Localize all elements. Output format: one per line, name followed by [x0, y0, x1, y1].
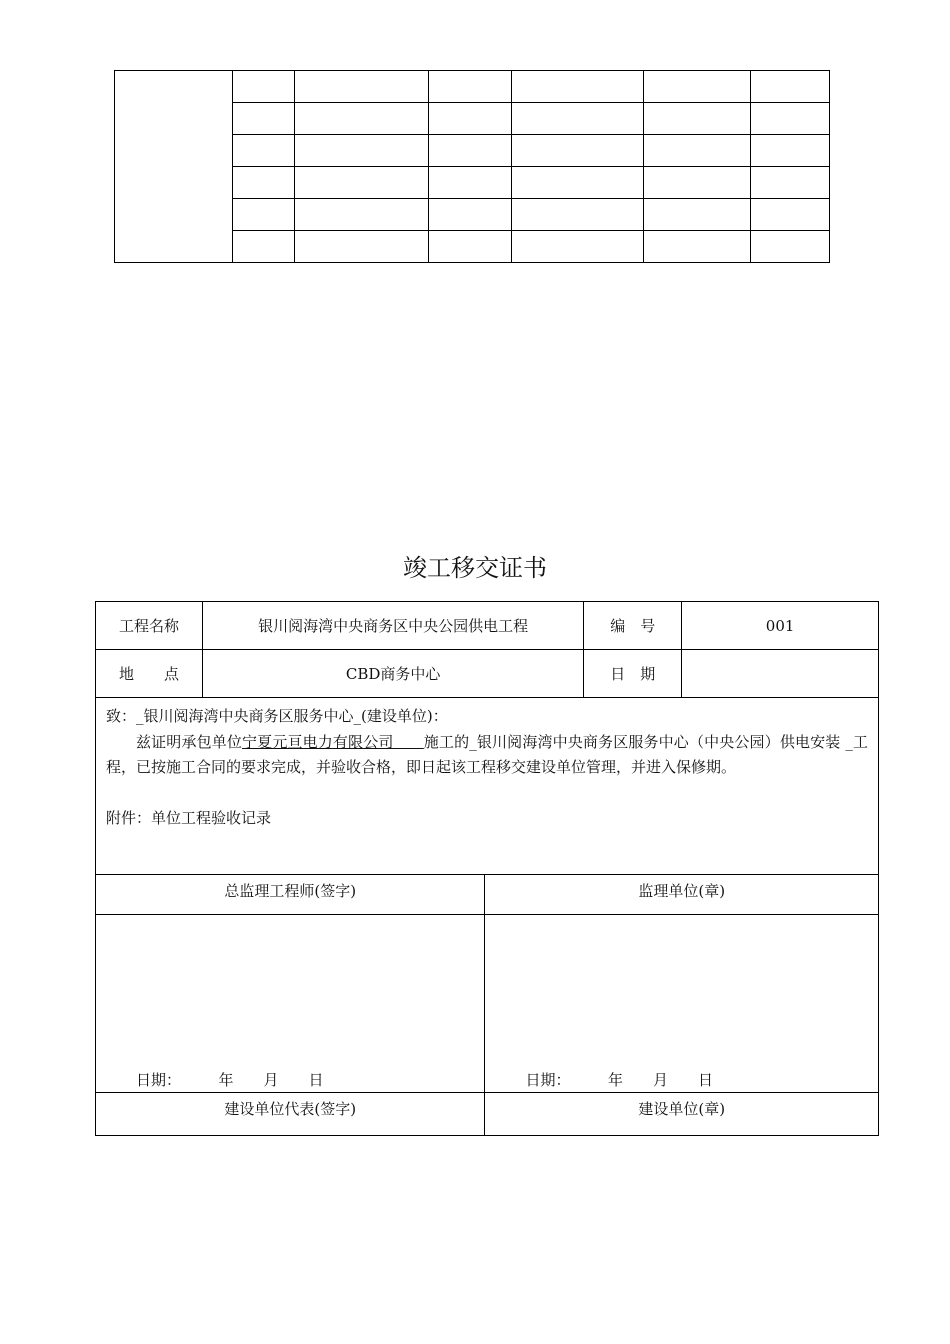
number-label: 编 号: [584, 602, 682, 650]
table-cell: [233, 199, 295, 231]
chief-supervisor-date: 日期： 年 月 日: [136, 1071, 324, 1089]
table-cell: [511, 167, 643, 199]
date-label: 日 期: [584, 650, 682, 698]
table-cell: [750, 199, 829, 231]
table-cell: [115, 71, 233, 263]
project-name-label: 工程名称: [96, 602, 203, 650]
document-title: 竣工移交证书: [403, 554, 547, 582]
table-cell: [511, 71, 643, 103]
table-cell: [295, 167, 429, 199]
date-value: [682, 650, 879, 698]
table-row: [96, 1093, 879, 1136]
table-cell: [233, 135, 295, 167]
table-cell: [429, 199, 511, 231]
table-row: [96, 650, 879, 698]
table-row: [96, 602, 879, 650]
table-cell: [233, 103, 295, 135]
number-value: 001: [682, 602, 879, 650]
table-cell: [511, 103, 643, 135]
table-cell: [233, 167, 295, 199]
handover-certificate-form: [95, 601, 879, 1136]
chief-supervisor-signature-area: [96, 915, 485, 1093]
attachment-line: 附件：单位工程验收记录: [106, 808, 272, 827]
table-row: [96, 875, 879, 915]
addressee-suffix: _(建设单位)：: [353, 707, 448, 725]
table-cell: [643, 103, 750, 135]
location-value: CBD商务中心: [202, 650, 583, 698]
addressee-unit: 银川阅海湾中央商务区服务中心: [143, 707, 354, 725]
owner-rep-label: 建设单位代表(签字): [96, 1093, 485, 1136]
table-cell: [511, 135, 643, 167]
table-cell: [429, 167, 511, 199]
contractor-name: 宁夏元亘电力有限公司: [242, 732, 424, 751]
table-cell: [429, 103, 511, 135]
table-cell: [511, 231, 643, 263]
addressee-prefix: 致：_: [106, 707, 144, 725]
table-cell: [750, 103, 829, 135]
table-cell: [750, 231, 829, 263]
table-cell: [643, 71, 750, 103]
table-row: [96, 698, 879, 875]
supervision-unit-label: 监理单位(章): [485, 875, 879, 915]
owner-unit-label: 建设单位(章): [485, 1093, 879, 1136]
table-cell: [511, 199, 643, 231]
table-cell: [643, 199, 750, 231]
table-cell: [750, 167, 829, 199]
chief-supervisor-label: 总监理工程师(签字): [96, 875, 485, 915]
table-cell: [295, 231, 429, 263]
table-cell: [643, 231, 750, 263]
table-cell: [295, 199, 429, 231]
table-cell: [295, 103, 429, 135]
previous-table: [114, 70, 830, 263]
table-row: [115, 71, 830, 103]
certificate-body: [96, 698, 879, 875]
table-cell: [429, 231, 511, 263]
table-cell: [643, 135, 750, 167]
addressee-line: [106, 704, 868, 730]
paragraph-part-1: 兹证明承包单位: [136, 732, 243, 751]
supervision-unit-date: 日期： 年 月 日: [525, 1071, 713, 1089]
supervision-unit-seal-area: [485, 915, 879, 1093]
certificate-paragraph: [106, 730, 868, 781]
table-cell: [233, 231, 295, 263]
spacer: [106, 781, 868, 806]
location-label: 地 点: [96, 650, 203, 698]
table-cell: [750, 71, 829, 103]
table-cell: [750, 135, 829, 167]
table-cell: [429, 135, 511, 167]
table-cell: [295, 135, 429, 167]
table-row: [96, 915, 879, 1093]
project-name-value: 银川阅海湾中央商务区中央公园供电工程: [202, 602, 583, 650]
table-cell: [643, 167, 750, 199]
table-cell: [295, 71, 429, 103]
table-cell: [233, 71, 295, 103]
table-cell: [429, 71, 511, 103]
paragraph-part-2: 施工的_银川阅海湾中央商务区服务中心（中央公园）供电安装 _工程，已按施工合同的要求完成，并验收合格，即日起该工程移交建设单位管理，并进入保修期。: [106, 732, 868, 776]
